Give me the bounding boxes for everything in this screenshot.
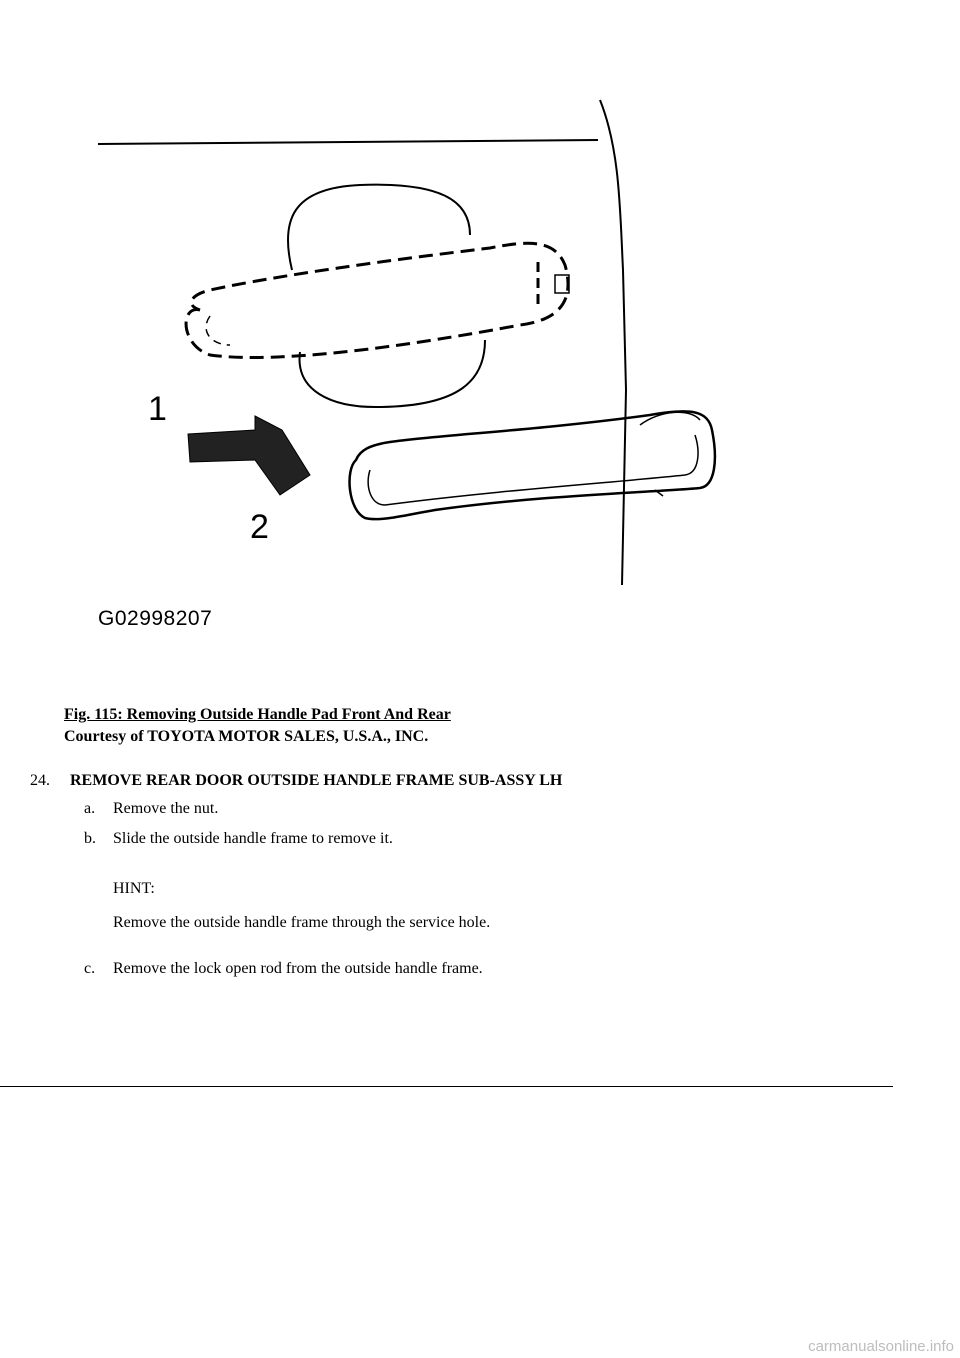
figure-caption bbox=[64, 704, 451, 748]
step-number: 24. bbox=[30, 772, 50, 789]
substep-text: Slide the outside handle frame to remove it. bbox=[113, 830, 393, 847]
substep-letter: c. bbox=[84, 960, 96, 977]
figure-label-1: 1 bbox=[148, 390, 167, 428]
handle-removal-figure bbox=[60, 90, 760, 650]
hint-text: Remove the outside handle frame through the service hole. bbox=[113, 914, 491, 931]
handle-diagram bbox=[60, 90, 760, 650]
page-divider bbox=[0, 1086, 893, 1087]
substep-letter: b. bbox=[84, 830, 96, 847]
figure-code: G02998207 bbox=[98, 607, 213, 630]
substep-letter: a. bbox=[84, 800, 96, 817]
caption-courtesy: Courtesy of TOYOTA MOTOR SALES, U.S.A., INC. bbox=[64, 728, 429, 745]
substep-text: Remove the lock open rod from the outside handle frame. bbox=[113, 960, 483, 977]
step-heading: REMOVE REAR DOOR OUTSIDE HANDLE FRAME SUB-ASSY LH bbox=[70, 772, 563, 789]
watermark-footer: carmanualsonline.info bbox=[808, 1338, 954, 1355]
step-24 bbox=[30, 770, 562, 792]
figure-label-2: 2 bbox=[250, 508, 269, 546]
substep-a bbox=[84, 798, 218, 820]
caption-title[interactable]: Fig. 115: Removing Outside Handle Pad Front And Rear bbox=[64, 706, 451, 723]
substep-text: Remove the nut. bbox=[113, 800, 219, 817]
substep-c bbox=[84, 958, 483, 980]
hint-label: HINT: bbox=[113, 880, 155, 897]
substep-b bbox=[84, 828, 393, 850]
